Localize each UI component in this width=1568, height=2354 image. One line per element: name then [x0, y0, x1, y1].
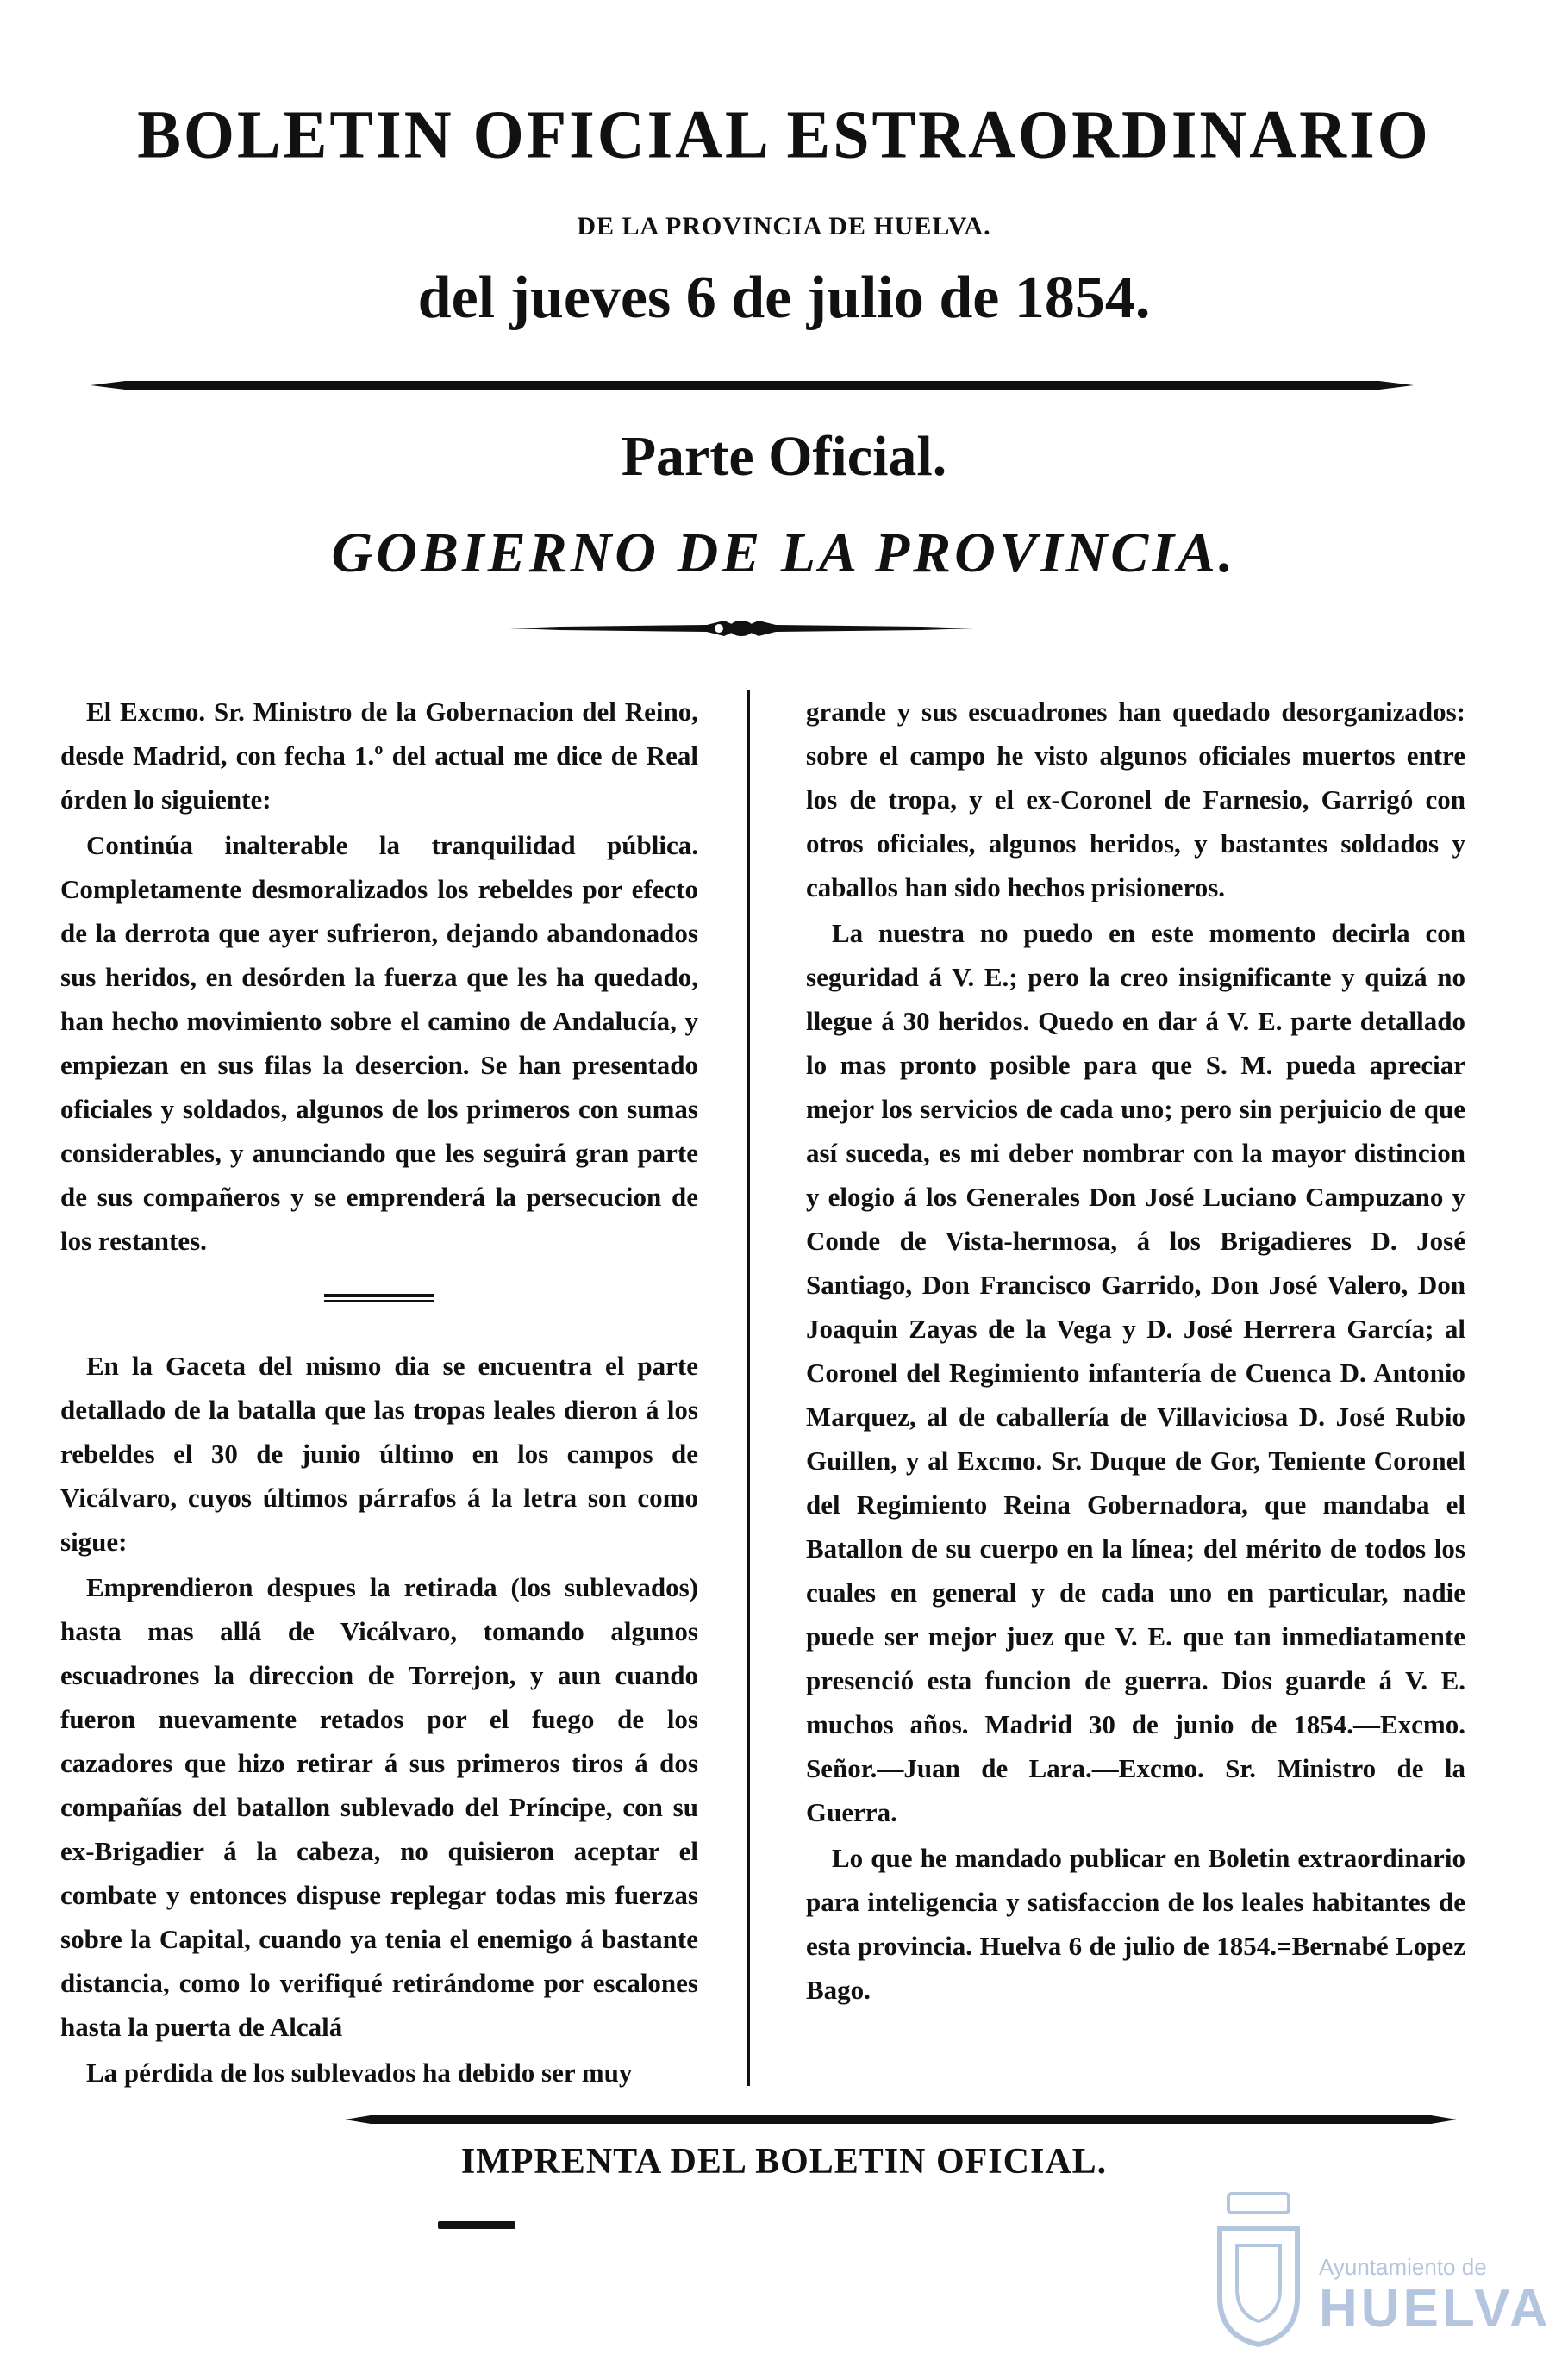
paragraph: Lo que he mandado publicar en Boletin extraordinario para inteligencia y satisfaccion de los leales habitantes de esta provincia. Huelva 6 de julio de 1854.=Bernabé Lopez Bago. [806, 1843, 1465, 2005]
paragraph: Emprendieron despues la retirada (los sublevados) hasta mas allá de Vicálvaro, tomando algunos escuadrones la direccion de Torrejon, y aun cuando fueron nuevamente retados por el fuego de los cazadores que hizo retirar á sus primeros tiros á dos compañías del batallon sublevado del Príncipe, con su ex-Brigadier á la cabeza, no quisieron aceptar el combate y entonces dispuse replegar todas mis fuerzas sobre la Capital, cuando ya tenia el enemigo á bastante distancia, como lo verifiqué retirándome por escalones hasta la puerta de Alcalá [60, 1572, 698, 2042]
bulletin-title: BOLETIN OFICIAL ESTRAORDINARIO [137, 96, 1431, 173]
paragraph: La nuestra no puedo en este momento decirla con seguridad á V. E.; pero la creo insignificante y quizá no llegue á 30 heridos. Quedo en dar á V. E. parte detallado lo mas pronto posible para que S. M. pueda apreciar mejor los servicios de cada uno; pero sin perjuicio de que así suceda, es mi deber nombrar con la mayor distincion y elogio á los Generales Don José Luciano Campuzano y Conde de Vista-hermosa, á los Brigadieres D. José Santiago, Don Francisco Garrido, Don José Valero, Don Joaquin Zayas de la Vega y D. José Herrera García; al Coronel del Regimiento infantería de Cuenca D. Antonio Marquez, al de caballería de Villaviciosa D. José Rubio Guillen, y al Excmo. Sr. Duque de Gor, Teniente Coronel del Regimiento Reina Gobernadora, que mandaba el Batallon de su cuerpo en la línea; del mérito de todos los cuales en general y de cada uno en particular, nadie puede ser mejor juez que V. E. que tan inmediatamente presenció esta funcion de guerra. Dios guarde á V. E. muchos años. Madrid 30 de junio de 1854.—Excmo. Señor.—Juan de Lara.—Excmo. Sr. Ministro de la Guerra. [806, 918, 1465, 1827]
paragraph: La pérdida de los sublevados ha debido ser muy [86, 2057, 633, 2088]
huelva-watermark-logo [1203, 2176, 1552, 2349]
paragraph: En la Gaceta del mismo dia se encuentra el parte detallado de la batalla que las tropas leales dieron á los rebeldes el 30 de junio último en los campos de Vicálvaro, cuyos últimos párrafos á la letra son como sigue: [60, 1351, 698, 1557]
column-separator [324, 1292, 434, 1304]
right-column [806, 690, 1465, 2014]
paragraph: grande y sus escuadrones han quedado desorganizados: sobre el campo he visto algunos oficiales muertos entre los de tropa, y el ex-Coronel de Farnesio, Garrigó con otros oficiales, algunos heridos, y bastantes soldados y caballos han sido hechos prisioneros. [806, 696, 1465, 902]
header-rule [91, 379, 1414, 391]
footer-mark [438, 2217, 515, 2232]
bulletin-subtitle: DE LA PROVINCIA DE HUELVA. [577, 212, 991, 240]
paragraph: El Excmo. Sr. Ministro de la Gobernacion del Reino, desde Madrid, con fecha 1.º del actual me dice de Real órden lo siguiente: [60, 696, 698, 815]
crest-icon [1203, 2176, 1306, 2349]
paragraph: Continúa inalterable la tranquilidad pública. Completamente desmoralizados los rebeldes por efecto de la derrota que ayer sufrieron, dejando abandonados sus heridos, en desórden la fuerza que les ha quedado, han hecho movimiento sobre el camino de Andalucía, y empiezan en sus filas la desercion. Se han presentado oficiales y soldados, algunos de los primeros con sumas considerables, y anunciando que les seguirá gran parte de sus compañeros y se emprenderá la persecucion de los restantes. [60, 830, 698, 1256]
ornament-divider [509, 617, 974, 640]
section-subtitle: GOBIERNO DE LA PROVINCIA. [331, 521, 1237, 584]
section-title: Parte Oficial. [621, 425, 947, 488]
watermark-line1: Ayuntamiento de [1319, 2254, 1487, 2280]
bulletin-date: del jueves 6 de julio de 1854. [417, 265, 1151, 331]
footer-rule [345, 2114, 1457, 2126]
column-divider [747, 690, 750, 2086]
watermark-line2: HUELVA [1319, 2279, 1552, 2338]
left-column [60, 690, 698, 2096]
printer-imprint: IMPRENTA DEL BOLETIN OFICIAL. [460, 2142, 1108, 2182]
